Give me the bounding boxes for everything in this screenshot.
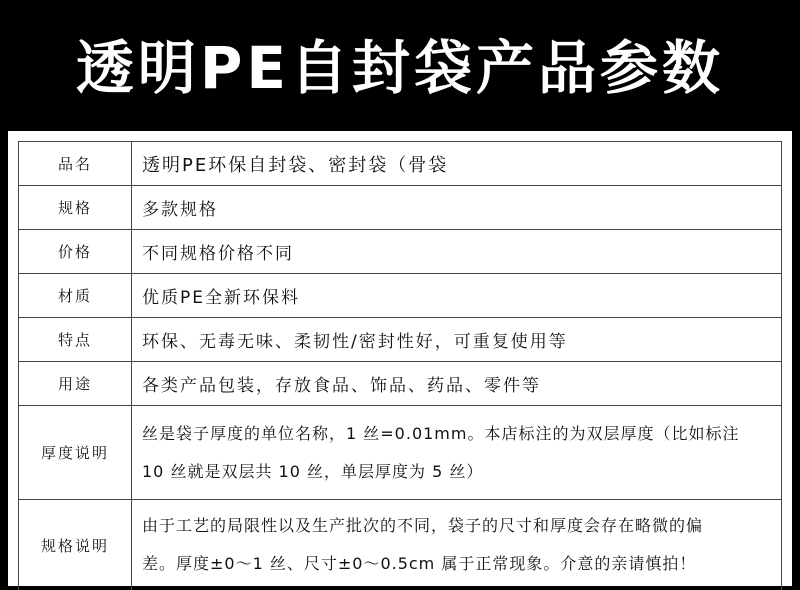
table-row — [19, 500, 782, 590]
row-value-material: 优质PE全新环保料 — [132, 274, 782, 318]
table-row — [19, 230, 782, 274]
table-row — [19, 318, 782, 362]
row-label-spec-note: 规格说明 — [19, 500, 132, 590]
row-value-spec: 多款规格 — [132, 186, 782, 230]
spec-note-line-1: 由于工艺的局限性以及生产批次的不同，袋子的尺寸和厚度会存在略微的偏 — [142, 516, 704, 535]
thickness-line-2: 10 丝就是双层共 10 丝，单层厚度为 5 丝） — [142, 461, 484, 481]
row-label-usage: 用途 — [19, 362, 132, 406]
row-value-price: 不同规格价格不同 — [132, 230, 782, 274]
row-label-material: 材质 — [19, 274, 132, 318]
table-row — [19, 406, 782, 500]
page-title: 透明PE自封袋产品参数 — [75, 34, 725, 102]
row-value-features: 环保、无毒无味、柔韧性/密封性好，可重复使用等 — [132, 318, 782, 362]
spec-note-line-2: 差。厚度±0～1 丝、尺寸±0～0.5cm 属于正常现象。介意的亲请慎拍！ — [142, 554, 697, 573]
row-label-price: 价格 — [19, 230, 132, 274]
table-row — [19, 186, 782, 230]
table-row — [19, 362, 782, 406]
row-label-features: 特点 — [19, 318, 132, 362]
thickness-line-1: 丝是袋子厚度的单位名称，1 丝=0.01mm。本店标注的为双层厚度（比如标注 — [142, 423, 740, 443]
spec-panel — [8, 131, 792, 586]
row-label-name: 品名 — [19, 142, 132, 186]
table-row — [19, 142, 782, 186]
row-label-thickness: 厚度说明 — [19, 406, 132, 500]
row-value-spec-note — [132, 500, 782, 590]
row-value-usage: 各类产品包装，存放食品、饰品、药品、零件等 — [132, 362, 782, 406]
spec-table — [18, 141, 782, 590]
row-value-thickness — [132, 406, 782, 500]
row-label-spec: 规格 — [19, 186, 132, 230]
table-row — [19, 274, 782, 318]
row-value-name: 透明PE环保自封袋、密封袋（骨袋 — [132, 142, 782, 186]
